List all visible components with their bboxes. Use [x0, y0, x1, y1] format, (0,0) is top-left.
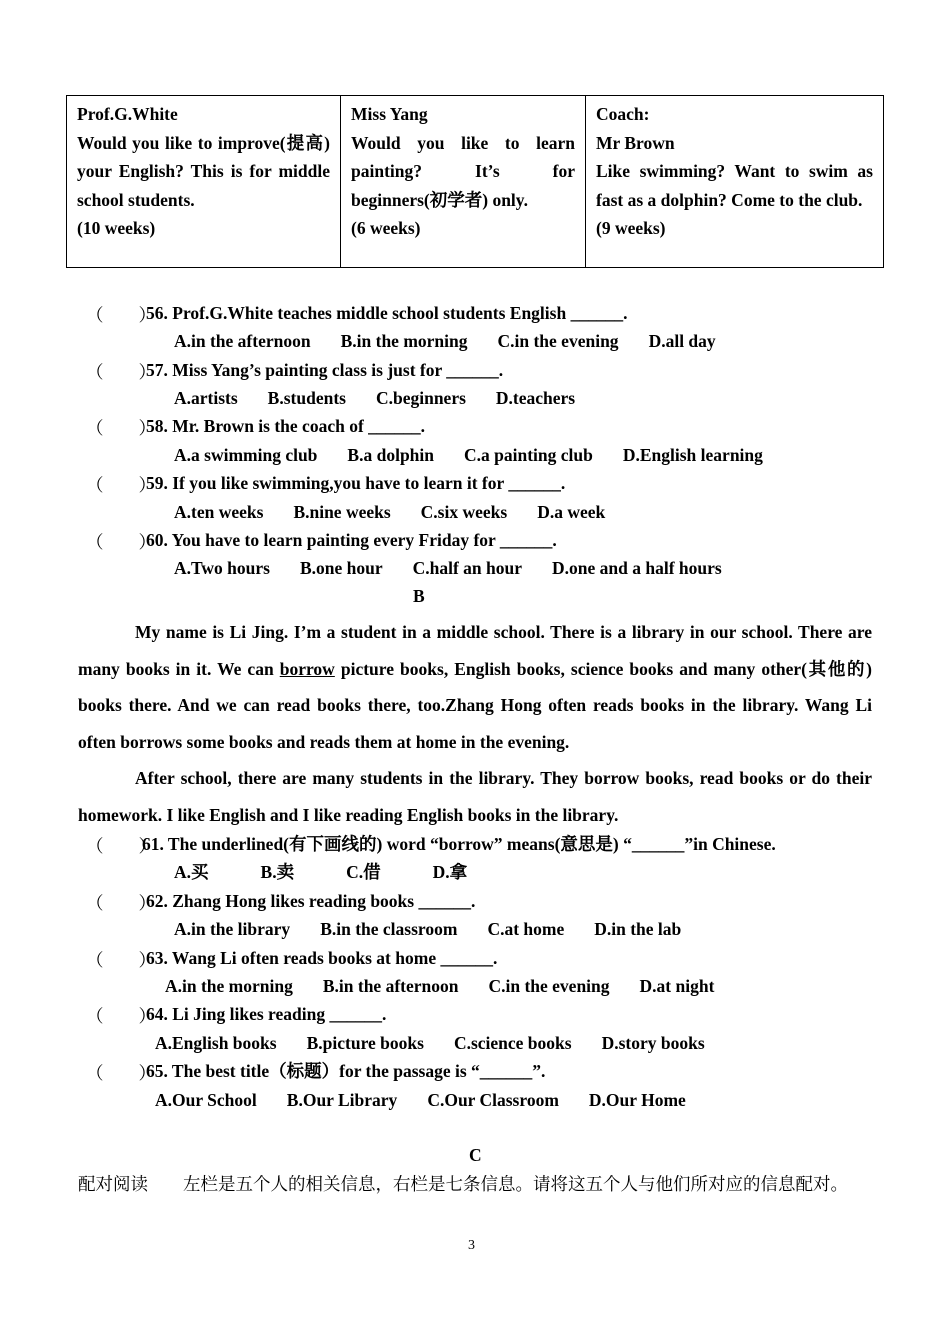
- passage-text: picture books, English books, science books and many other(其他的) books there. And we can read books there, too.Zhang Hong often reads books in the library. Wang Li often borrows some books and reads them at home in the evening.: [78, 658, 873, 752]
- option[interactable]: C.six weeks: [420, 502, 508, 522]
- option[interactable]: C.in the evening: [497, 331, 619, 351]
- answer-blank[interactable]: （ ）: [86, 893, 156, 913]
- option[interactable]: A.ten weeks: [174, 502, 264, 522]
- option[interactable]: A.artists: [174, 388, 238, 408]
- option[interactable]: C.science books: [453, 1033, 572, 1053]
- question-options: [174, 557, 752, 579]
- teacher-name: Miss Yang: [351, 104, 428, 124]
- question-options: [174, 918, 711, 940]
- question-options: [155, 1032, 735, 1054]
- passage-paragraph: [78, 760, 872, 833]
- option[interactable]: C.a painting club: [464, 445, 593, 465]
- coach-label: Coach:: [596, 104, 650, 124]
- table-cell-mr-brown: [585, 96, 883, 267]
- option[interactable]: A.in the library: [174, 919, 291, 939]
- option[interactable]: B.a dolphin: [347, 445, 434, 465]
- option[interactable]: C.beginners: [375, 388, 466, 408]
- option[interactable]: B.卖: [260, 862, 295, 882]
- option[interactable]: A.in the morning: [165, 976, 293, 996]
- question-options: [155, 1089, 716, 1111]
- option[interactable]: A.Two hours: [174, 558, 270, 578]
- question-options: [165, 975, 744, 997]
- section-instruction: 配对阅读 左栏是五个人的相关信息，右栏是七条信息。请将这五个人与他们所对应的信息配对。: [78, 1174, 848, 1194]
- option[interactable]: C.Our Classroom: [427, 1090, 559, 1110]
- option[interactable]: A.in the afternoon: [174, 331, 311, 351]
- question-text: 59. If you like swimming,you have to learn it for ______.: [146, 473, 566, 493]
- passage-paragraph: [78, 614, 872, 760]
- answer-blank[interactable]: （ ）: [86, 418, 156, 438]
- question-text: 58. Mr. Brown is the coach of ______.: [146, 416, 426, 436]
- page-number: 3: [468, 1238, 475, 1253]
- club-description: Would you like to learn painting? It’s for beginners(初学者) only.: [351, 132, 575, 210]
- passage-text: After school, there are many students in the library. They borrow books, read books or do their homework. I like English and I like reading English books in the library.: [78, 768, 872, 825]
- question-text: 56. Prof.G.White teaches middle school students English ______.: [146, 303, 628, 323]
- question-text: 57. Miss Yang’s painting class is just for ______.: [146, 360, 504, 380]
- club-duration: (9 weeks): [596, 218, 666, 238]
- teacher-name: Prof.G.White: [77, 104, 178, 124]
- answer-blank[interactable]: （ ）: [86, 475, 156, 495]
- answer-blank[interactable]: （ ）: [86, 305, 156, 325]
- option[interactable]: A.English books: [155, 1033, 277, 1053]
- question-text: 61. The underlined(有下画线的) word “borrow” means(意思是) “______”in Chinese.: [142, 834, 776, 854]
- passage-text: My name is Li Jing. I’m a student in a middle school. There is a library in our school. There are many books in it. We can: [78, 622, 872, 679]
- clubs-table: [66, 95, 884, 268]
- question-text: 62. Zhang Hong likes reading books ______.: [146, 891, 476, 911]
- table-cell-prof-white: [67, 96, 340, 267]
- answer-blank[interactable]: （ ）: [86, 532, 156, 552]
- section-title: B: [413, 586, 425, 606]
- answer-blank[interactable]: （ ）: [86, 950, 156, 970]
- underlined-word: borrow: [279, 658, 335, 679]
- option[interactable]: D.Our Home: [588, 1090, 686, 1110]
- answer-blank[interactable]: （ ）: [86, 1006, 156, 1026]
- club-duration: (10 weeks): [77, 218, 156, 238]
- option[interactable]: C.借: [346, 862, 381, 882]
- answer-blank[interactable]: （ ）: [86, 1063, 156, 1083]
- option[interactable]: A.a swimming club: [174, 445, 318, 465]
- answer-blank[interactable]: （ ）: [86, 362, 156, 382]
- table-cell-miss-yang: [340, 96, 585, 267]
- option[interactable]: B.in the classroom: [320, 919, 458, 939]
- option[interactable]: D.a week: [537, 502, 606, 522]
- question-text: 65. The best title（标题）for the passage is “______”.: [146, 1061, 546, 1081]
- club-description: Like swimming? Want to swim as fast as a dolphin? Come to the club.: [596, 161, 873, 210]
- option[interactable]: C.in the evening: [488, 976, 610, 996]
- teacher-name: Mr Brown: [596, 132, 675, 153]
- option[interactable]: D.story books: [601, 1033, 705, 1053]
- club-description: Would you like to improve(提高) your English? This is for middle school students.: [77, 132, 330, 210]
- question-text: 63. Wang Li often reads books at home ______.: [146, 948, 498, 968]
- section-title: C: [469, 1145, 482, 1165]
- club-duration: (6 weeks): [351, 218, 421, 238]
- option[interactable]: B.in the morning: [340, 331, 468, 351]
- option[interactable]: B.in the afternoon: [322, 976, 459, 996]
- option[interactable]: B.picture books: [306, 1033, 424, 1053]
- option[interactable]: D.English learning: [622, 445, 763, 465]
- question-options: [174, 330, 746, 352]
- option[interactable]: B.nine weeks: [293, 502, 391, 522]
- answer-blank[interactable]: （ ）: [86, 836, 156, 856]
- question-options: [174, 501, 635, 523]
- option[interactable]: B.students: [267, 388, 346, 408]
- option[interactable]: D.at night: [639, 976, 715, 996]
- question-options: [174, 861, 497, 883]
- option[interactable]: D.all day: [648, 331, 716, 351]
- question-options: [174, 444, 793, 466]
- option[interactable]: D.one and a half hours: [552, 558, 722, 578]
- question-options: [174, 387, 605, 409]
- option[interactable]: A.买: [174, 862, 209, 882]
- option[interactable]: D.in the lab: [594, 919, 682, 939]
- option[interactable]: B.one hour: [299, 558, 383, 578]
- question-text: 60. You have to learn painting every Friday for ______.: [146, 530, 557, 550]
- question-text: 64. Li Jing likes reading ______.: [146, 1004, 387, 1024]
- option[interactable]: C.at home: [487, 919, 565, 939]
- option[interactable]: C.half an hour: [412, 558, 523, 578]
- option[interactable]: D.拿: [432, 862, 468, 882]
- option[interactable]: A.Our School: [155, 1090, 257, 1110]
- option[interactable]: B.Our Library: [286, 1090, 398, 1110]
- option[interactable]: D.teachers: [495, 388, 576, 408]
